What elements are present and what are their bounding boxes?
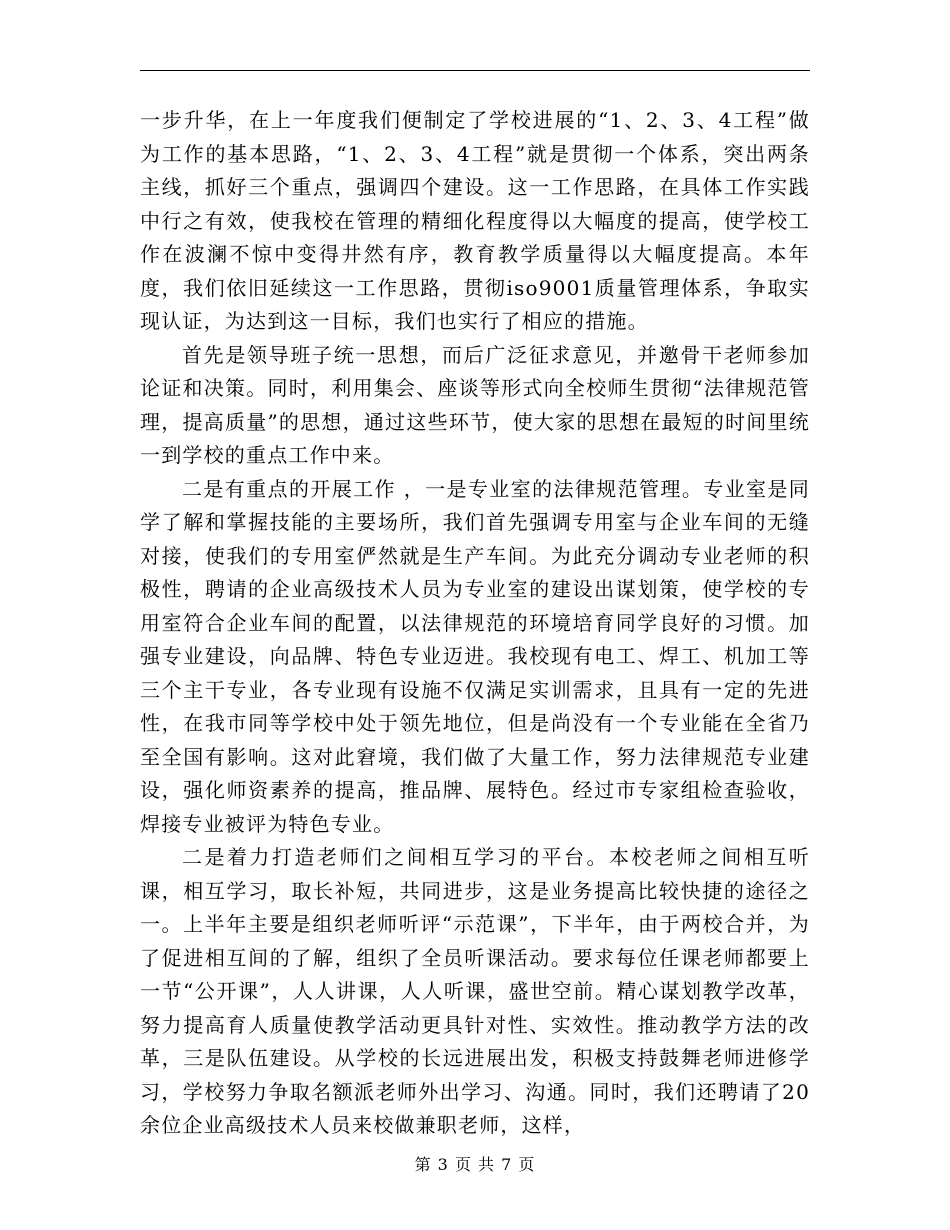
paragraph-2: 首先是领导班子统一思想，而后广泛征求意见，并邀骨干老师参加论证和决策。同时，利用集会、座谈等形式向全校师生贯彻“法律规范管理，提高质量”的思想，通过这些环节，使大家的思想在最短的时间里统一到学校的重点工作中来。 <box>140 342 810 467</box>
document-body <box>140 104 810 1143</box>
header-rule <box>140 70 810 71</box>
page-number-footer: 第 3 页 共 7 页 <box>414 1155 536 1174</box>
paragraph-1: 一步升华，在上一年度我们便制定了学校进展的“1、2、3、4工程”做为工作的基本思路，“1、2、3、4工程”就是贯彻一个体系，突出两条主线，抓好三个重点，强调四个建设。这一工作思路，在具体工作实践中行之有效，使我校在管理的精细化程度得以大幅度的提高，使学校工作在波澜不惊中变得井然有序，教育教学质量得以大幅度提高。本年度，我们依旧延续这一工作思路，贯彻iso9001质量管理体系，争取实现认证，为达到这一目标，我们也实行了相应的措施。 <box>140 108 810 333</box>
paragraph-3: 二是有重点的开展工作 ，一是专业室的法律规范管理。专业室是同学了解和掌握技能的主要场所，我们首先强调专用室与企业车间的无缝对接，使我们的专用室俨然就是生产车间。为此充分调动专业老师的积极性，聘请的企业高级技术人员为专业室的建设出谋划策，使学校的专用室符合企业车间的配置，以法律规范的环境培育同学良好的习惯。加强专业建设，向品牌、特色专业迈进。我校现有电工、焊工、机加工等三个主干专业，各专业现有设施不仅满足实训需求，且具有一定的先进性，在我市同等学校中处于领先地位，但是尚没有一个专业能在全省乃至全国有影响。这对此窘境，我们做了大量工作，努力法律规范专业建设，强化师资素养的提高，推品牌、展特色。经过市专家组检查验收，焊接专业被评为特色专业。 <box>140 476 810 836</box>
paragraph-4: 二是着力打造老师们之间相互学习的平台。本校老师之间相互听课，相互学习，取长补短，共同进步，这是业务提高比较快捷的途径之一。上半年主要是组织老师听评“示范课”，下半年，由于两校合并，为了促进相互间的了解，组织了全员听课活动。要求每位任课老师都要上一节“公开课”，人人讲课，人人听课，盛世空前。精心谋划教学改革，努力提高育人质量使教学活动更具针对性、实效性。推动教学方法的改革，三是队伍建设。从学校的长远进展出发，积极支持鼓舞老师进修学习，学校努力争取名额派老师外出学习、沟通。同时，我们还聘请了20余位企业高级技术人员来校做兼职老师，这样， <box>140 845 810 1137</box>
